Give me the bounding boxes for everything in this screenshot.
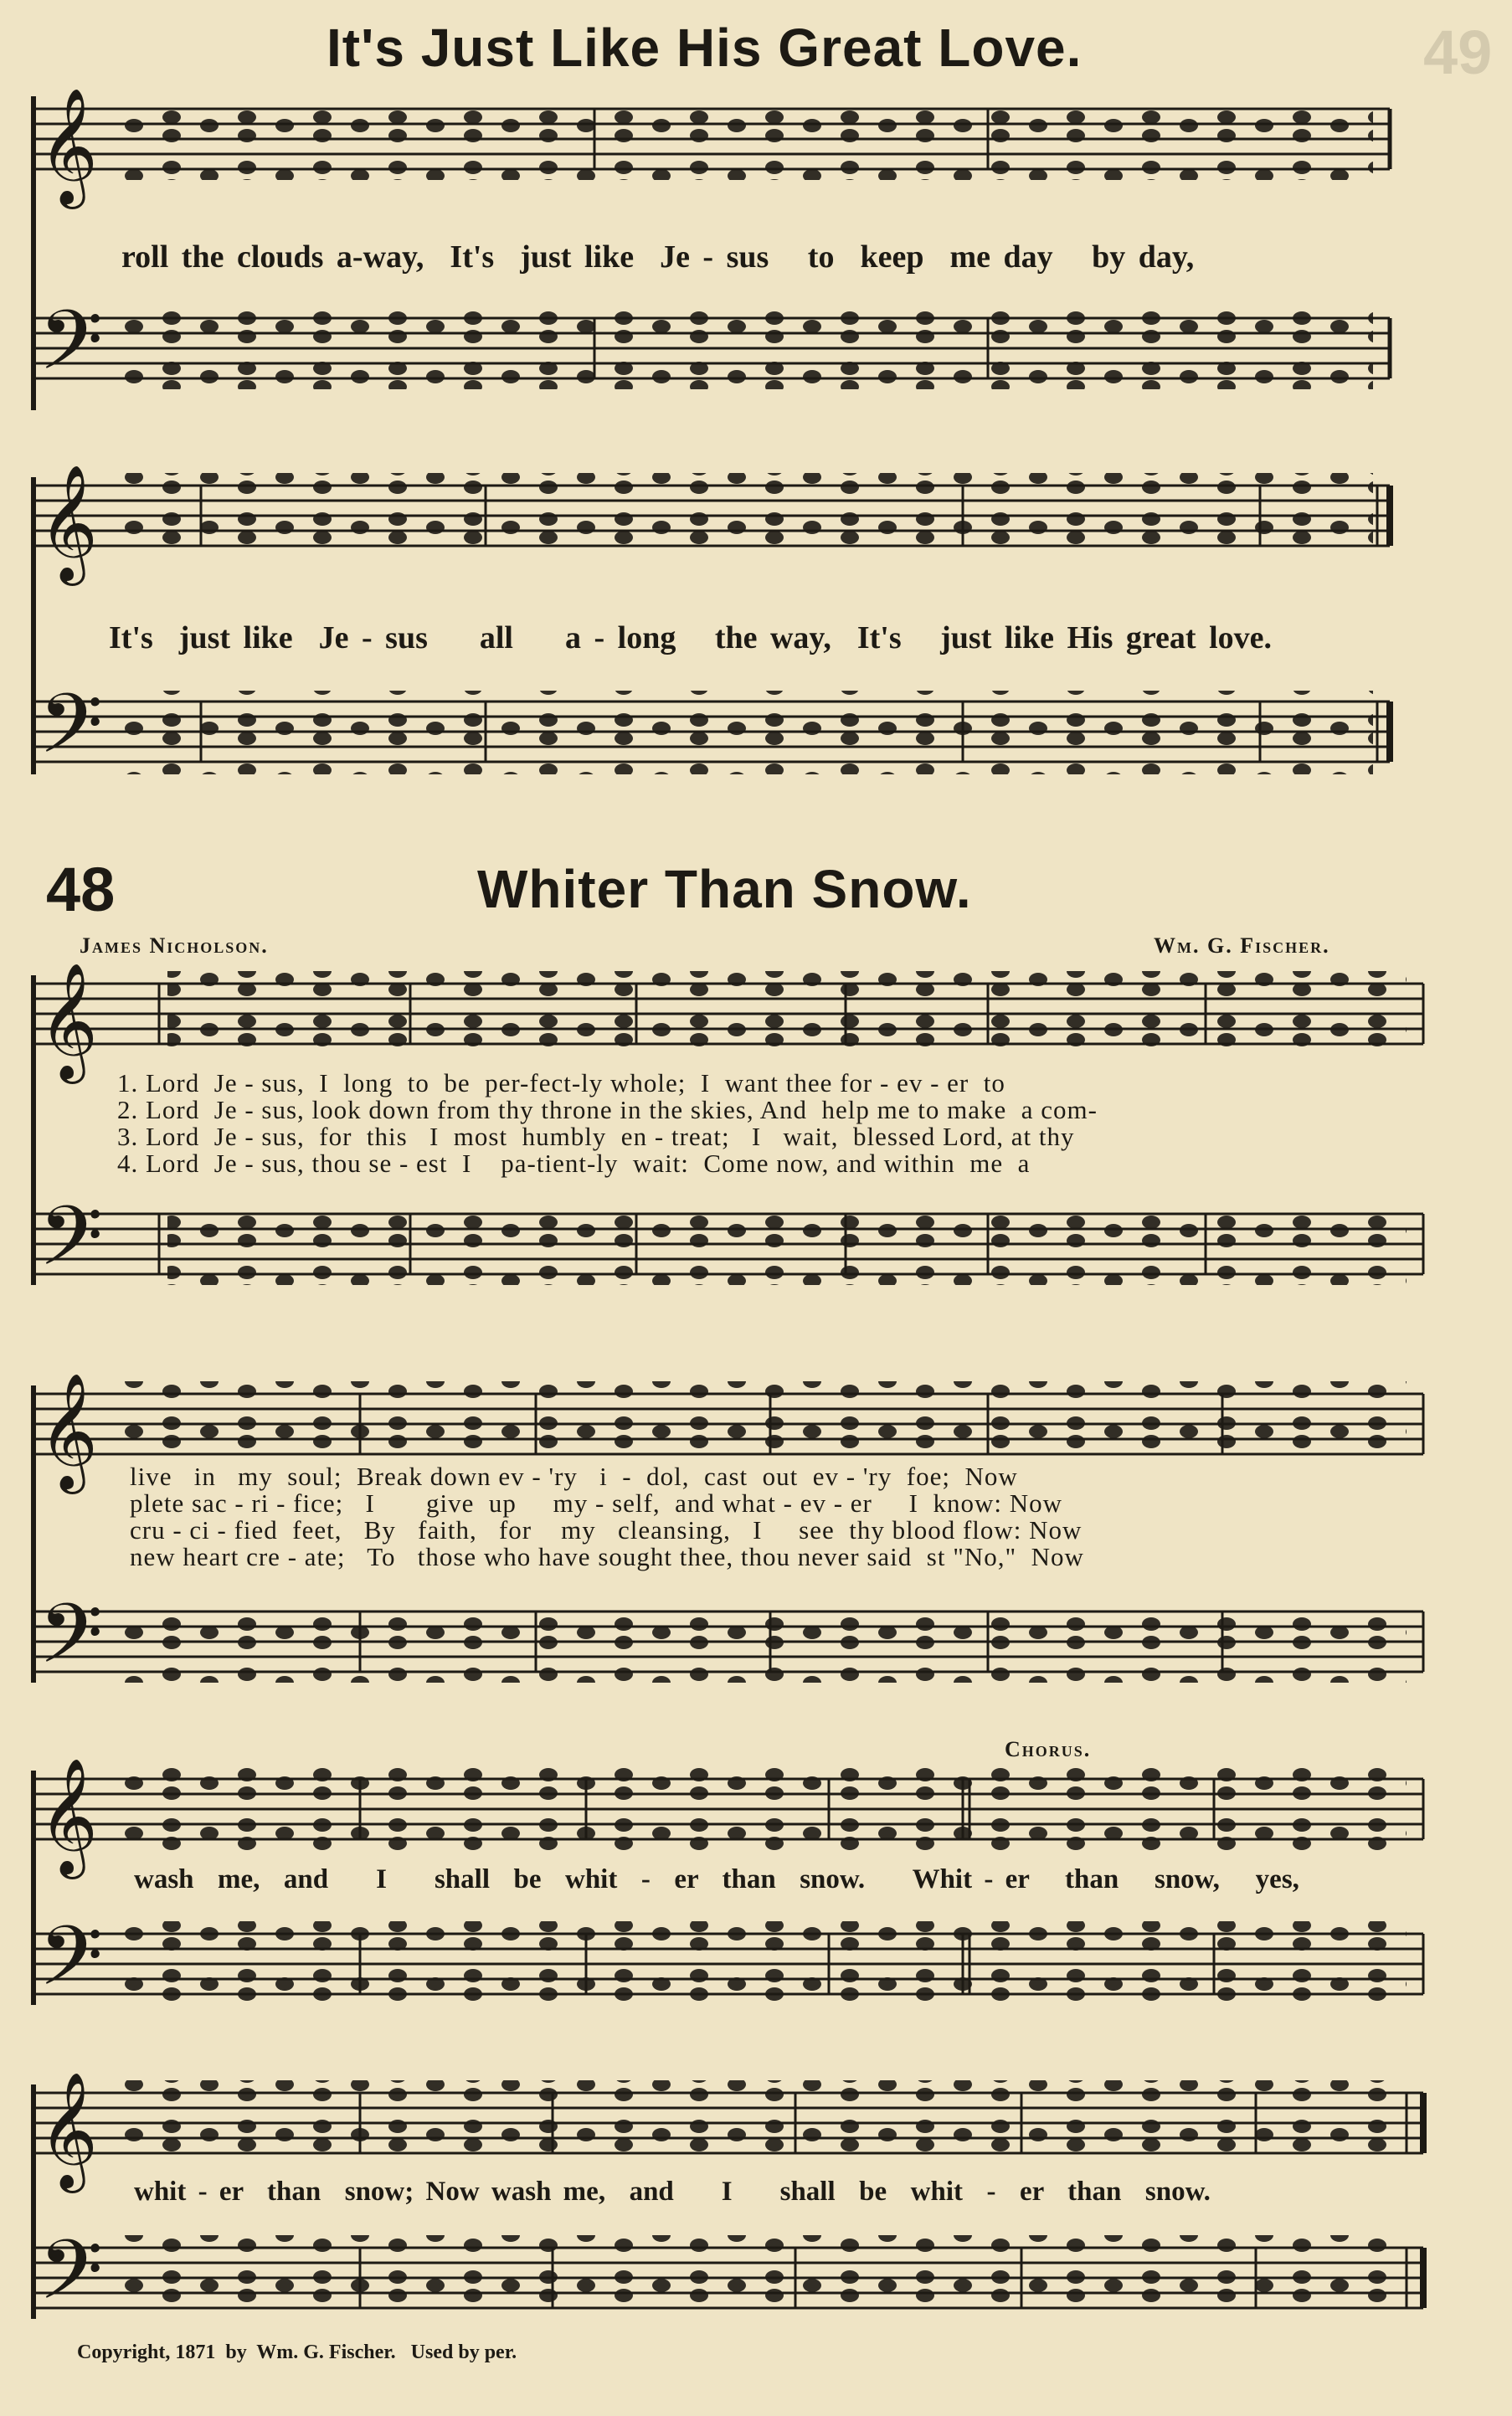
svg-text:𝄞: 𝄞: [39, 465, 98, 581]
hymn-author: James Nicholson.: [80, 933, 269, 958]
svg-text:𝄞: 𝄞: [39, 1373, 98, 1489]
hymn-title: Whiter Than Snow.: [477, 859, 972, 919]
prev-lyric-line-1: roll the clouds a-way, It's just like Je - sus to keep me day by day,: [121, 239, 1195, 275]
note-heads: [117, 96, 1407, 2319]
prev-hymn-title: It's Just Like His Great Love.: [327, 18, 1083, 78]
svg-text:𝄢: 𝄢: [39, 293, 104, 409]
svg-text:𝄞: 𝄞: [39, 963, 98, 1079]
hymn-number: 48: [46, 855, 116, 924]
clef-icons: [39, 88, 103, 2339]
verse-4-line-b: new heart cre - ate; To those who have sought thee, thou never said st "No," Now: [130, 1542, 1084, 1571]
svg-text:𝄢: 𝄢: [39, 1189, 104, 1305]
svg-text:𝄞: 𝄞: [39, 88, 98, 204]
prev-lyric-line-2: It's just like Je - sus all a - long the way, It's just like His great love.: [109, 620, 1272, 655]
verse-1-line-a: 1. Lord Je - sus, I long to be per-fect-ly whole; I want thee for - ev - er to: [117, 1068, 1005, 1097]
verse-2-line-b: plete sac - ri - fice; I give up my - self, and what - ev - er I know: Now: [130, 1488, 1062, 1518]
svg-text:𝄞: 𝄞: [39, 1758, 98, 1874]
copyright-notice: Copyright, 1871 by Wm. G. Fischer. Used by per.: [77, 2341, 517, 2363]
chorus-lyric-line-1: wash me, and I shall be whit - er than snow. Whit - er than snow, yes,: [134, 1864, 1299, 1894]
svg-text:𝄢: 𝄢: [39, 676, 104, 793]
verse-2-line-a: 2. Lord Je - sus, look down from thy throne in the skies, And help me to make a com-: [117, 1095, 1098, 1124]
verse-3-line-b: cru - ci - fied feet, By faith, for my cleansing, I see thy blood flow: Now: [130, 1515, 1083, 1545]
chorus-label: Chorus.: [1005, 1737, 1092, 1761]
svg-text:𝄢: 𝄢: [39, 1909, 104, 2025]
svg-text:𝄢: 𝄢: [39, 1586, 104, 1703]
verse-3-line-a: 3. Lord Je - sus, for this I most humbly en - treat; I wait, blessed Lord, at thy: [117, 1122, 1075, 1151]
verse-1-line-b: live in my soul; Break down ev - 'ry i - dol, cast out ev - 'ry foe; Now: [130, 1462, 1018, 1491]
page-number: 49: [1423, 18, 1493, 87]
svg-text:𝄢: 𝄢: [39, 2223, 104, 2339]
verse-block-a: [117, 1070, 1098, 1177]
chorus-lyric-line-2: whit - er than snow; Now wash me, and I shall be whit - er than snow.: [134, 2177, 1211, 2207]
hymn-composer: Wm. G. Fischer.: [1154, 933, 1330, 958]
svg-text:𝄞: 𝄞: [39, 2072, 98, 2188]
verse-4-line-a: 4. Lord Je - sus, thou se - est I pa-tient-ly wait: Come now, and within me a: [117, 1149, 1031, 1178]
verse-block-b: [130, 1463, 1084, 1570]
